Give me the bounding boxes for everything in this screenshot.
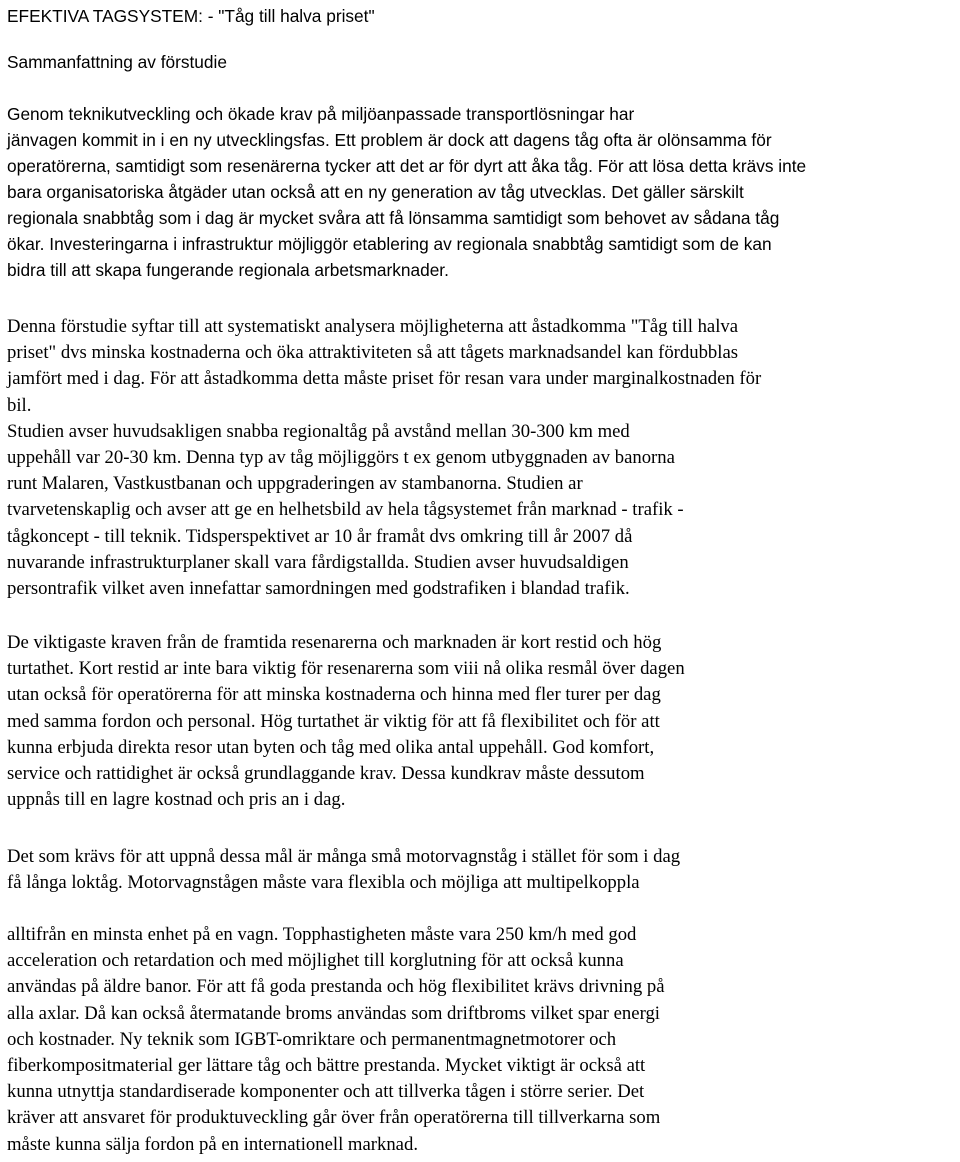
paragraph-line: bara organisatoriska åtgäder utan också att en ny generation av tåg utvecklas. Det gäller särskilt <box>7 182 744 202</box>
paragraph-line: jamfört med i dag. För att åstadkomma detta måste priset för resan vara under marginalkostnaden för <box>7 368 762 390</box>
paragraph-line: uppnås till en lagre kostnad och pris an i dag. <box>7 789 346 811</box>
paragraph-line: regionala snabbtåg som i dag är mycket svåra att få lönsamma samtidigt som behovet av sådana tåg <box>7 208 780 228</box>
paragraph-intro <box>7 101 806 283</box>
paragraph-line: service och rattidighet är också grundlaggande krav. Dessa kundkrav måste dessutom <box>7 763 645 785</box>
paragraph-line: operatörerna, samtidigt som resenärerna tycker att det ar för dyrt att åka tåg. För att lösa detta krävs inte <box>7 156 807 176</box>
paragraph-line: Det som krävs för att uppnå dessa mål är många små motorvagnståg i stället för som i dag <box>7 846 681 867</box>
paragraph-line: bil. <box>7 394 32 416</box>
paragraph-line: tvarvetenskaplig och avser att ge en helhetsbild av hela tågsystemet från marknad - trafik - <box>7 499 684 521</box>
paragraph-line: fiberkompositmaterial ger lättare tåg och bättre prestanda. Mycket viktigt är också att <box>7 1055 646 1077</box>
paragraph-line: med samma fordon och personal. Hög turtathet är viktig för att få flexibilitet och för att <box>7 710 660 732</box>
paragraph-line: persontrafik vilket aven innefattar samordningen med godstrafiken i blandad trafik. <box>7 578 630 600</box>
paragraph-line: runt Malaren, Vastkustbanan och uppgraderingen av stambanorna. Studien ar <box>7 473 583 495</box>
paragraph-line: måste kunna sälja fordon på en internationell marknad. <box>7 1133 418 1155</box>
paragraph-solution <box>7 844 680 896</box>
paragraph-line: alltifrån en minsta enhet på en vagn. Topphastigheten måste vara 250 km/h med god <box>7 924 637 945</box>
paragraph-line: Studien avser huvudsakligen snabba regionaltåg på avstånd mellan 30-300 km med <box>7 420 630 442</box>
paragraph-line: nuvarande infrastrukturplaner skall vara fårdigstallda. Studien avser huvudsaldigen <box>7 551 629 573</box>
paragraph-line: alla axlar. Då kan också återmatande broms användas som driftbroms vilket spar energi <box>7 1002 660 1024</box>
paragraph-line: få långa loktåg. Motorvagnstågen måste vara flexibla och möjliga att multipelkoppla <box>7 872 640 894</box>
paragraph-requirements <box>7 630 685 813</box>
paragraph-line: utan också för operatörerna för att minska kostnaderna och hinna med fler turer per dag <box>7 684 661 706</box>
paragraph-line: ökar. Investeringarna i infrastruktur möjliggör etablering av regionala snabbtåg samtidigt som de kan <box>7 234 772 254</box>
document-subtitle: Sammanfattning av förstudie <box>7 52 227 72</box>
paragraph-line: acceleration och retardation och med möjlighet till korglutning för att också kunna <box>7 950 624 972</box>
paragraph-line: jänvagen kommit in i en ny utvecklingsfas. Ett problem är dock att dagens tåg ofta är olönsamma för <box>7 130 772 150</box>
paragraph-line: kunna utnyttja standardiserade komponenter och att tillverka tågen i större serier. Det <box>7 1081 645 1103</box>
paragraph-line: kunna erbjuda direkta resor utan byten och tåg med olika antal uppehåll. God komfort, <box>7 736 655 758</box>
document-title: EFEKTIVA TAGSYSTEM: - "Tåg till halva priset" <box>7 6 375 26</box>
paragraph-line: användas på äldre banor. För att få goda prestanda och hög flexibilitet krävs drivning på <box>7 976 665 998</box>
paragraph-line: Genom teknikutveckling och ökade krav på miljöanpassade transportlösningar har <box>7 104 635 124</box>
paragraph-line: priset" dvs minska kostnaderna och öka attraktiviteten så att tågets marknadsandel kan fördubblas <box>7 342 739 364</box>
paragraph-line: kräver att ansvaret för produktuveckling går över från operatörerna till tillverkarna som <box>7 1107 661 1129</box>
paragraph-line: och kostnader. Ny teknik som IGBT-omriktare och permanentmagnetmotorer och <box>7 1028 617 1050</box>
paragraph-line: tågkoncept - till teknik. Tidsperspektivet ar 10 år framåt dvs omkring till år 2007 då <box>7 525 633 547</box>
paragraph-line: Denna förstudie syftar till att systematiskt analysera möjligheterna att åstadkomma "Tåg till halva <box>7 316 739 337</box>
paragraph-technology <box>7 922 665 1158</box>
paragraph-purpose <box>7 314 761 602</box>
paragraph-line: bidra till att skapa fungerande regionala arbetsmarknader. <box>7 260 449 280</box>
paragraph-line: turtathet. Kort restid ar inte bara viktig för resenarerna som viii nå olika resmål över dagen <box>7 658 685 680</box>
paragraph-line: uppehåll var 20-30 km. Denna typ av tåg möjliggörs t ex genom utbyggnaden av banorna <box>7 447 675 469</box>
paragraph-line: De viktigaste kraven från de framtida resenarerna och marknaden är kort restid och hög <box>7 632 662 653</box>
